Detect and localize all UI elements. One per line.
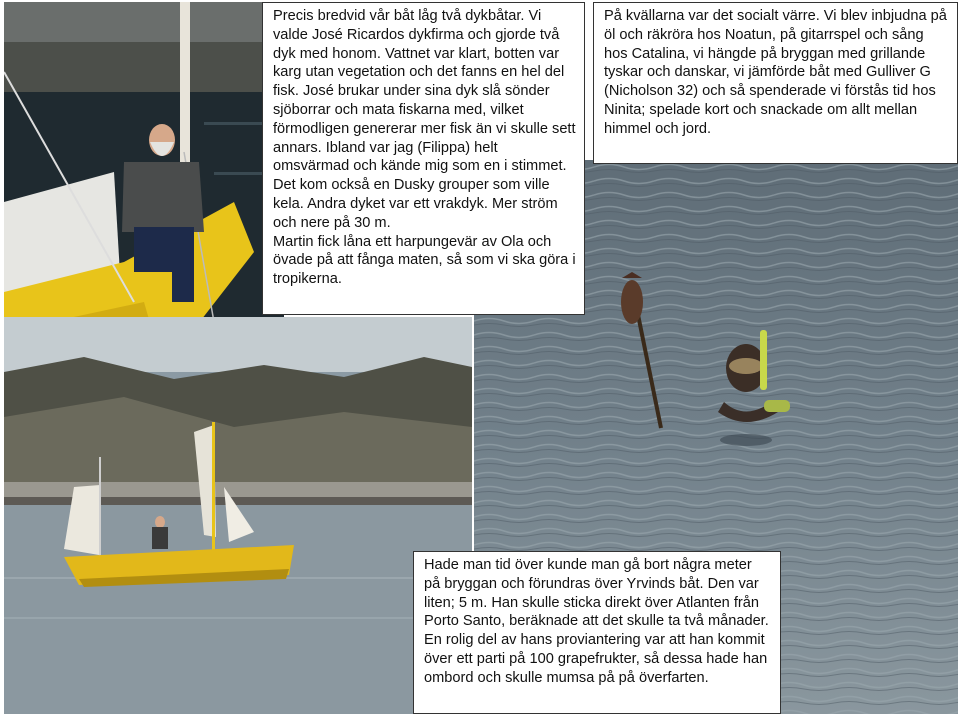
caption-diving-paragraph-2: Martin fick låna ett harpungevär av Ola och övade på att fånga maten, så som vi ska göra i tropikerna. [273, 233, 576, 288]
caption-yrvind [413, 551, 781, 714]
caption-diving [262, 2, 585, 315]
caption-evenings-text: På kvällarna var det socialt värre. Vi blev inbjudna på öl och räkröra hos Noatun, på gitarrspel och sång hos Catalina, vi hängde på bryggan med grillande tyskar och danskar, vi jämförde båt med Gulliver G (Nicholson 32) och så spenderade vi förstås tid hos Ninita; spelade kort och snackade om allt mellan himmel och jord. [604, 8, 947, 137]
caption-evenings [593, 2, 958, 164]
photo-yellow-sailboat [4, 317, 472, 714]
caption-yrvind-text: Hade man tid över kunde man gå bort några meter på bryggan och förundras över Yrvinds båt. Den var liten; 5 m. Han skulle sticka direkt över Atlanten från Porto Santo, beräknade att det skulle ta två månader. En rolig del av hans proviantering var att han kommit över ett parti på 100 grapefrukter, så dessa hade han ombord och skulle mumsa på på överfarten. [424, 557, 769, 686]
caption-diving-paragraph-1: Precis bredvid vår båt låg två dykbåtar. Vi valde José Ricardos dykfirma och gjorde två dyk med honom. Vattnet var klart, botten var karg utan vegetation och det fanns en hel del fisk. José brukar under sina dyk slå sönder sjöborrar och mata fiskarna med, vilket förmodligen genererar mer fisk än vi skulle sett annars. Ibland var jag (Filippa) helt omsvärmad och kände mig som en i stimmet. Det kom också en Dusky grouper som ville kela. Andra dyket var ett vrakdyk. Mer ström och nere på 30 m. [273, 8, 576, 231]
